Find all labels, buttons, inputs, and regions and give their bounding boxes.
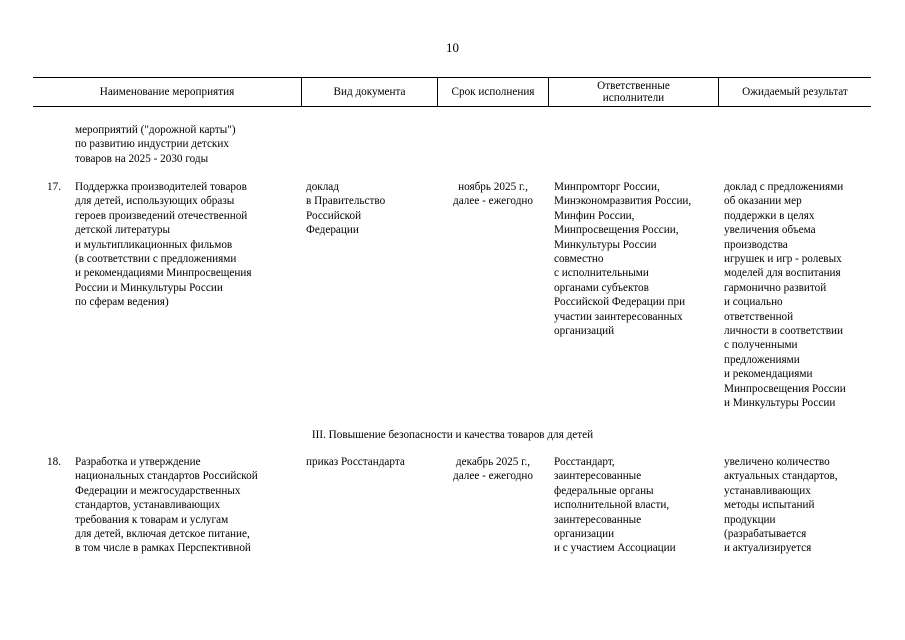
header-result: Ожидаемый результат bbox=[742, 85, 848, 98]
row-18-doc-type: приказ Росстандарта bbox=[306, 456, 405, 468]
row-17-result: доклад с предложениями об оказании мер поддержки в целях увеличения объема производства игрушек и игр - ролевых моделей для воспитания гармонично развитой и социально ответственной личности в соответствии с полученными предложениями и рекомендациями Минпросвещения России и Минкультуры России bbox=[724, 181, 846, 410]
header-doc-type: Вид документа bbox=[333, 85, 406, 98]
header-responsible: Ответственные исполнители bbox=[597, 79, 670, 104]
table-header-bottom-rule bbox=[33, 106, 871, 107]
row-18-number: 18. bbox=[47, 456, 61, 468]
section-title: III. Повышение безопасности и качества товаров для детей bbox=[311, 429, 594, 441]
row-17-number: 17. bbox=[47, 181, 61, 193]
row-17-deadline: ноябрь 2025 г., далее - ежегодно bbox=[453, 181, 533, 208]
row-17-responsible: Минпромторг России, Минэкономразвития России, Минфин России, Минпросвещения России, Минкультуры России совместно с исполнительными органами субъектов Российской Федерации при участии заинтересованных организаций bbox=[554, 181, 692, 338]
row-18-name: Разработка и утверждение национальных стандартов Российской Федерации и межгосударственных стандартов, устанавливающих требования к товарам и услугам для детей, включая детское питание, в том числе в рамках Перспективной bbox=[75, 456, 258, 555]
row-18-result: увеличено количество актуальных стандартов, устанавливающих методы испытаний продукции (разрабатывается и актуализируется bbox=[724, 456, 838, 555]
row-17-name: Поддержка производителей товаров для детей, использующих образы героев произведений отечественной детской литературы и мультипликационных фильмов (в соответствии с предложениями и рекомендациями Минпросвещения России и Минкультуры России по сферам ведения) bbox=[75, 181, 252, 309]
row-17-doc-type: доклад в Правительство Российской Федерации bbox=[306, 181, 386, 237]
header-name: Наименование мероприятия bbox=[99, 85, 235, 98]
page-number: 10 bbox=[446, 40, 459, 55]
row-18-responsible: Росстандарт, заинтересованные федеральные органы исполнительной власти, заинтересованные организации и с участием Ассоциации bbox=[554, 456, 676, 555]
header-deadline: Срок исполнения bbox=[451, 85, 535, 98]
continuation-name: мероприятий ("дорожной карты") по развитию индустрии детских товаров на 2025 - 2030 годы bbox=[75, 124, 236, 165]
row-18-deadline: декабрь 2025 г., далее - ежегодно bbox=[453, 456, 533, 483]
